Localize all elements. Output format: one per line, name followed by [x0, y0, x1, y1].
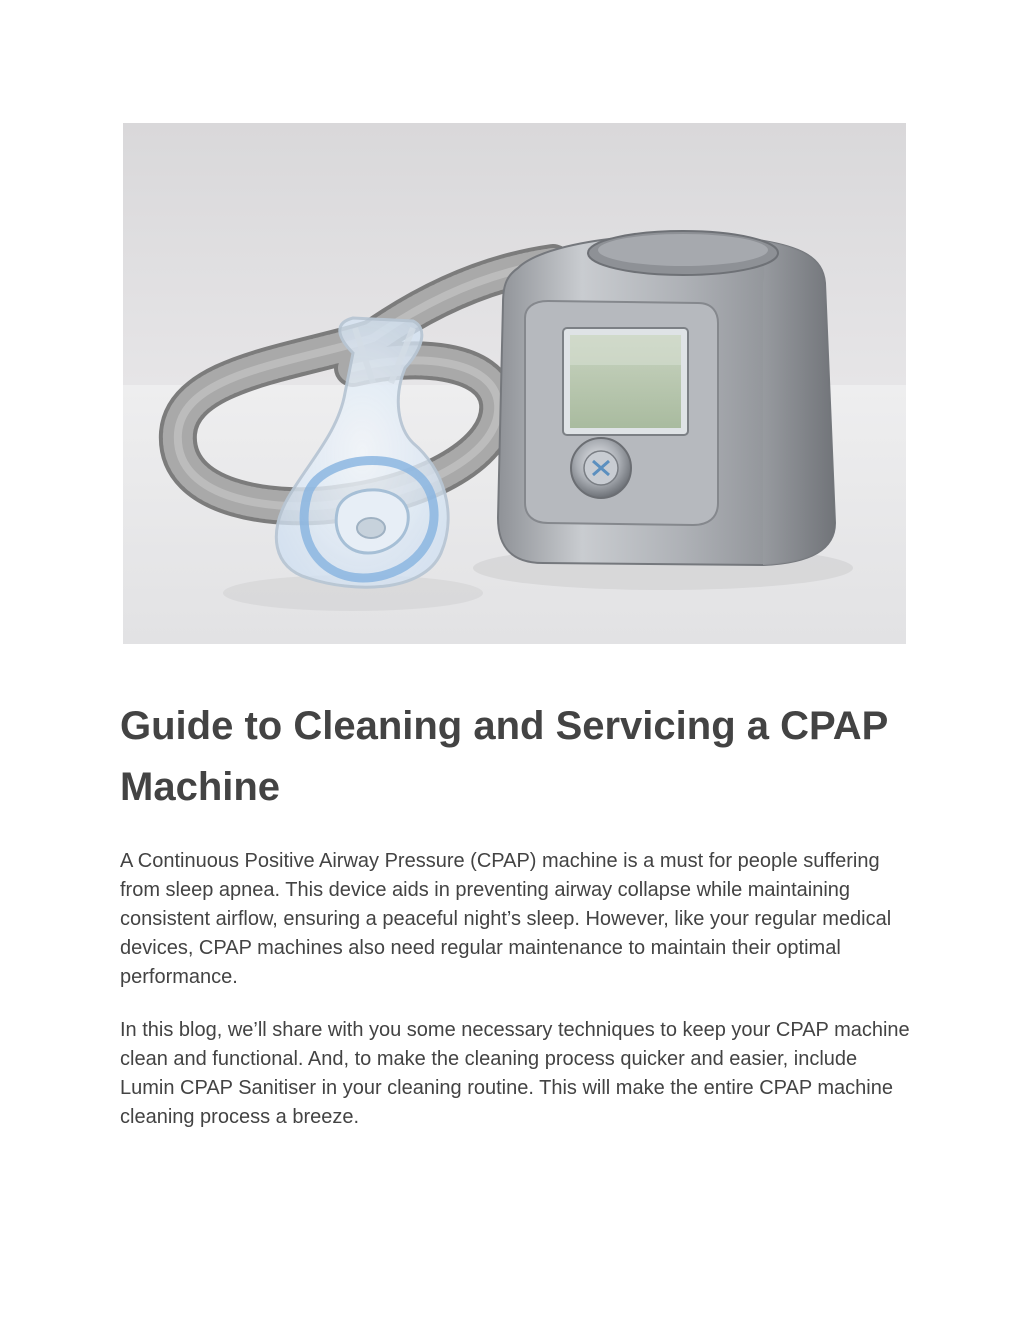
blog-summary-paragraph: In this blog, we’ll share with you some necessary techniques to keep your CPAP machine clean and functional. And, to make the cleaning process quicker and easier, include Lumin CPAP Sanitiser in your cleaning routine. This will make the entire CPAP machine cleaning process a breeze.	[120, 1019, 910, 1128]
page-title: Guide to Cleaning and Servicing a CPAP Machine	[120, 704, 888, 809]
intro-paragraph: A Continuous Positive Airway Pressure (CPAP) machine is a must for people suffering from sleep apnea. This device aids in preventing airway collapse while maintaining consistent airflow, ensuring a peaceful night’s sleep. However, like your regular medical devices, CPAP machines also need regular maintenance to maintain their optimal performance.	[120, 850, 892, 988]
hero-image-cpap-machine	[123, 123, 906, 644]
